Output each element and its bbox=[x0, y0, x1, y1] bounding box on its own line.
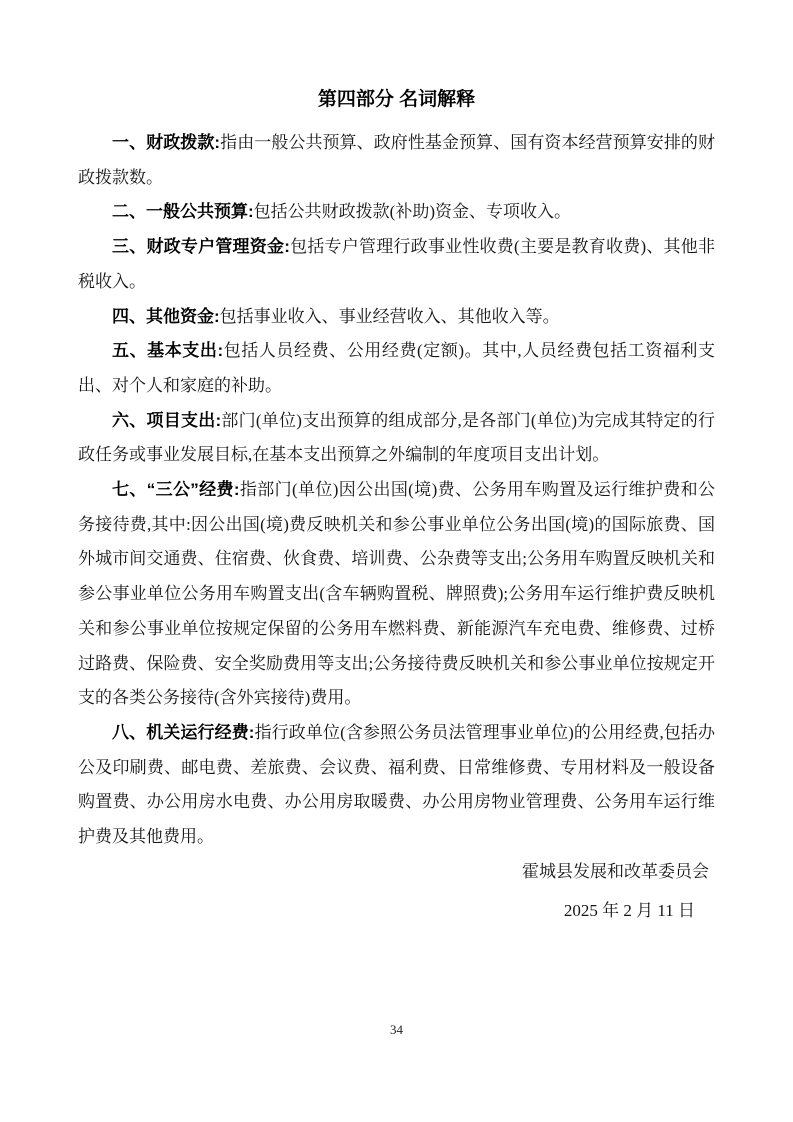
term-definition-4: 包括事业收入、事业经营收入、其他收入等。 bbox=[219, 306, 560, 326]
term-definition-1: 指由一般公共预算、政府性基金预算、国有资本经营预算安排的财政拨款数。 bbox=[78, 133, 715, 187]
document-body bbox=[78, 126, 715, 855]
term-paragraph-7 bbox=[78, 473, 715, 716]
term-paragraph-4 bbox=[78, 300, 715, 335]
term-label-7: 七、“三公”经费: bbox=[112, 480, 240, 500]
signature-organization: 霍城县发展和改革委员会 bbox=[522, 861, 709, 881]
page-number: 34 bbox=[390, 1022, 403, 1037]
term-definition-2: 包括公共财政拨款(补助)资金、专项收入。 bbox=[253, 202, 571, 222]
term-label-1: 一、财政拨款: bbox=[112, 133, 221, 152]
term-label-2: 二、一般公共预算: bbox=[112, 202, 254, 222]
page-title: 第四部分 名词解释 bbox=[317, 89, 476, 110]
signature-block bbox=[78, 855, 715, 929]
term-paragraph-1 bbox=[78, 126, 715, 195]
term-paragraph-2 bbox=[78, 195, 715, 230]
term-paragraph-8 bbox=[78, 716, 715, 855]
term-definition-7: 指部门(单位)因公出国(境)费、公务用车购置及运行维护费和公务接待费,其中:因公出国(境)费反映机关和参公事业单位公务出国(境)的国际旅费、国外城市间交通费、住宿费、伙食费、培训费、公杂费等支出;公务用车购置反映机关和参公事业单位公务用车购置支出(含车辆购置税、牌照费);公务用车运行维护费反映机关和参公事业单位按规定保留的公务用车燃料费、新能源汽车充电费、维修费、过桥过路费、保险费、安全奖励费用等支出;公务接待费反映机关和参公事业单位按规定开支的各类公务接待(含外宾接待)费用。 bbox=[78, 480, 715, 708]
term-paragraph-6 bbox=[78, 404, 715, 473]
term-definition-3: 包括专户管理行政事业性收费(主要是教育收费)、其他非税收入。 bbox=[78, 237, 715, 291]
term-paragraph-5 bbox=[78, 334, 715, 403]
term-definition-5: 包括人员经费、公用经费(定额)。其中,人员经费包括工资福利支出、对个人和家庭的补助。 bbox=[78, 341, 715, 395]
term-definition-8: 指行政单位(含参照公务员法管理事业单位)的公用经费,包括办公及印刷费、邮电费、差旅费、会议费、福利费、日常维修费、专用材料及一般设备购置费、办公用房水电费、办公用房取暖费、办公用房物业管理费、公务用车运行维护费及其他费用。 bbox=[78, 722, 715, 847]
term-label-3: 三、财政专户管理资金: bbox=[112, 237, 290, 257]
term-label-5: 五、基本支出: bbox=[112, 341, 224, 361]
term-definition-6: 部门(单位)支出预算的组成部分,是各部门(单位)为完成其特定的行政任务或事业发展目标,在基本支出预算之外编制的年度项目支出计划。 bbox=[78, 410, 715, 465]
term-label-4: 四、其他资金: bbox=[112, 306, 220, 326]
term-label-8: 八、机关运行经费: bbox=[112, 722, 255, 742]
signature-date: 2025 年 2 月 11 日 bbox=[563, 901, 695, 921]
term-label-6: 六、项目支出: bbox=[112, 410, 222, 430]
term-paragraph-3 bbox=[78, 230, 715, 299]
